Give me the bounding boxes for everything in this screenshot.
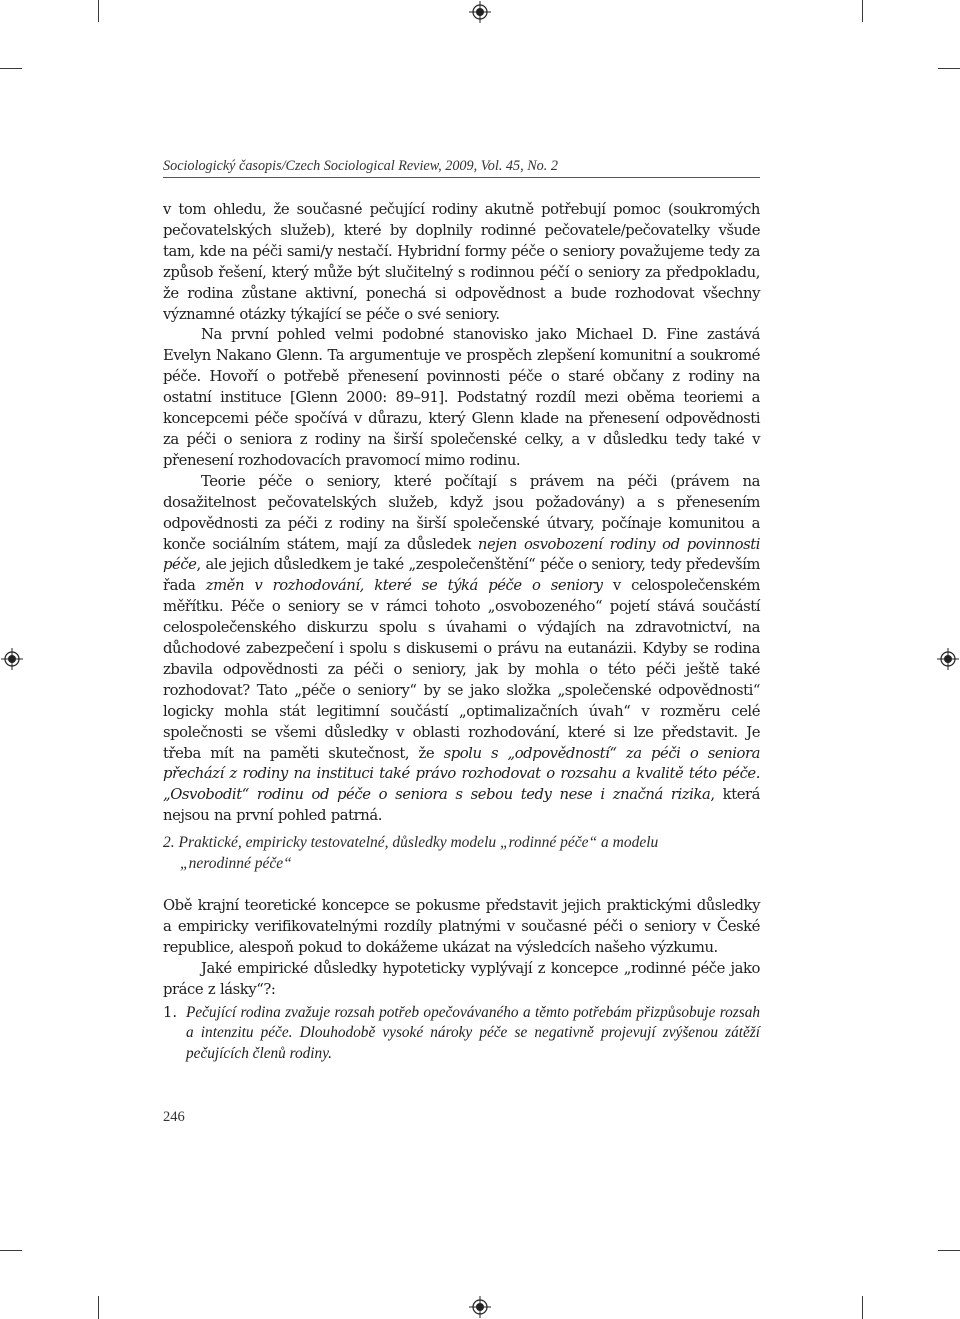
paragraph — [163, 472, 760, 827]
crop-mark — [862, 1296, 863, 1319]
section-heading — [163, 833, 760, 874]
page-number: 246 — [163, 1109, 185, 1125]
section-heading-line: „nerodinné péče“ — [180, 854, 292, 872]
crop-mark — [938, 1250, 960, 1251]
paragraph: Na první pohled velmi podobné stanovisko jako Michael D. Fine zastává Evelyn Nakano Glenn. Ta argumentuje ve prospěch zlepšení komunitní a soukromé péče. Hovoří o potřebě přenesení povinnosti péče o staré občany z rodiny na ostatní instituce [Glenn 2000: 89–91]. Podstatný rozdíl mezi oběma teoriemi a koncepcemi péče spočívá v důrazu, který Glenn klade na přenesení odpovědnosti za péči o seniora z rodiny na širší společenské celky, a v důsledku tedy také v přenesení rozhodovacích pravomocí mimo rodinu. — [163, 326, 760, 469]
body-text — [163, 200, 760, 827]
list-item — [163, 1003, 760, 1066]
paragraph: Jaké empirické důsledky hypoteticky vyplývají z koncepce „rodinné péče jako práce z lásky“?: — [163, 959, 760, 998]
crop-mark — [0, 1250, 22, 1251]
text-run: v celospolečenském měřítku. Péče o seniory se v rámci tohoto „osvobozeného“ pojetí stává součástí celospolečenského diskurzu spolu s úvahami o výdajích na zdravotnictví, na důchodové zabezpečení i spolu s diskusemi o právu na eutanázii. Kdyby se rodina zbavila odpovědnosti za péči o seniory, jak by mohla o této péči ještě také rozhodovat? Tato „péče o seniory“ by se jako složka „společenské odpovědnosti“ logicky mohla stát legitimní součástí „optimalizačních úvah“ v rozměru celé společnosti se všemi důsledky v oblasti rozhodování, které si lze představit. Je třeba mít na paměti skutečnost, že — [163, 577, 760, 762]
text-run: , ale jejich důsledkem je také „zespolečenštění“ péče o seniory, tedy především řada — [163, 556, 760, 595]
list-text: Pečující rodina zvažuje rozsah potřeb opečovávaného a těmto potřebám přizpůsobuje rozsah a intenzitu péče. Dlouhodobě vysoké nároky péče se negativně projevují zvýšenou zátěží pečujících členů rodiny. — [186, 1003, 760, 1063]
crop-mark — [0, 68, 22, 69]
registration-mark-icon — [1, 648, 23, 670]
text-run: Teorie péče o seniory, které počítají s právem na péči (právem na dosažitelnost pečovatelských služeb, když jsou požadovány) a s přenesením odpovědnosti za péči z rodiny na širší společenské útvary, počínaje komunitou a konče sociálním státem, mají za důsledek — [163, 472, 760, 553]
crop-mark — [98, 0, 99, 22]
section-2 — [163, 833, 760, 1065]
text-run: , která nejsou na první pohled patrná. — [163, 786, 760, 825]
crop-mark — [862, 0, 863, 22]
italic-run: nejen osvobození rodiny od povinnosti péče — [163, 535, 760, 574]
italic-run: změn v rozhodování, které se týká péče o seniory — [205, 577, 603, 595]
running-header: Sociologický časopis/Czech Sociological Review, 2009, Vol. 45, No. 2 — [163, 158, 558, 174]
list-number: 1. — [163, 1003, 178, 1021]
section-heading-line: 2. Praktické, empiricky testovatelné, důsledky modelu „rodinné péče“ a modelu — [163, 834, 659, 851]
crop-mark — [938, 68, 960, 69]
italic-run: spolu s „odpovědností“ za péči o seniora přechází z rodiny na instituci také právo rozhodovat o rozsahu a kvalitě této péče. „Osvobodit“ rodinu od péče o seniora s sebou tedy nese i značná rizika — [163, 744, 760, 804]
registration-mark-icon — [937, 648, 959, 670]
paragraph: v tom ohledu, že současné pečující rodiny akutně potřebují pomoc (soukromých pečovatelských služeb), které by doplnily rodinné pečovatele/pečovatelky všude tam, kde na péči sami/y nestačí. Hybridní formy péče o seniory považujeme tedy za způsob řešení, který může být slučitelný s rodinnou péčí o seniory za předpokladu, že rodina zůstane aktivní, ponechá si odpovědnost a bude rozhodovat všechny významné otázky týkající se péče o své seniory. — [163, 201, 760, 323]
crop-mark — [98, 1296, 99, 1319]
header-rule — [163, 177, 760, 178]
registration-mark-icon — [469, 1296, 491, 1318]
paragraph: Obě krajní teoretické koncepce se pokusme představit jejich praktickými důsledky a empiricky verifikovatelnými rozdíly platnými v současné péči o seniory v České republice, alespoň pokud to dokážeme ukázat na výsledcích našeho výzkumu. — [163, 897, 760, 956]
registration-mark-icon — [469, 1, 491, 23]
